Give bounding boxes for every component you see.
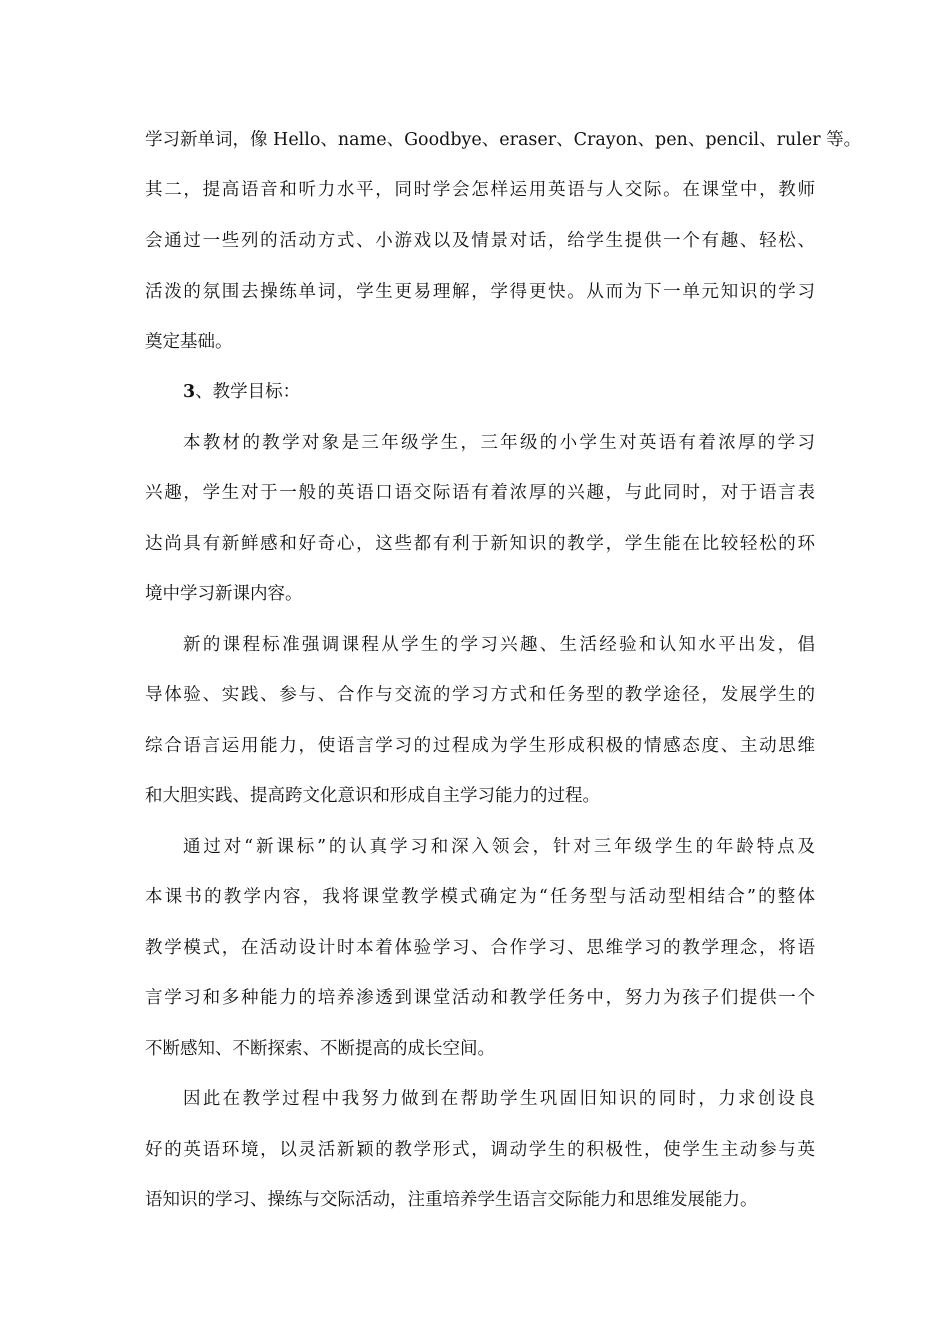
paragraph-line: 不断感知、不断探索、不断提高的成长空间。 — [145, 1039, 495, 1059]
paragraph-line: 奠定基础。 — [145, 332, 233, 352]
paragraph-line: 活泼的氛围去操练单词，学生更易理解，学得更快。从而为下一单元知识的学习 — [145, 282, 815, 302]
paragraph-line: 新的课程标准强调课程从学生的学习兴趣、生活经验和认知水平出发，倡 — [183, 635, 815, 655]
paragraph-line: 因此在教学过程中我努力做到在帮助学生巩固旧知识的同时，力求创设良 — [183, 1089, 815, 1109]
paragraph-line: 会通过一些列的活动方式、小游戏以及情景对话，给学生提供一个有趣、轻松、 — [145, 231, 815, 251]
paragraph-line: 通过对“新课标”的认真学习和深入领会，针对三年级学生的年龄特点及 — [183, 837, 815, 857]
paragraph-line: 兴趣，学生对于一般的英语口语交际语有着浓厚的兴趣，与此同时，对于语言表 — [145, 483, 815, 503]
section-heading — [183, 379, 815, 405]
paragraph-line: 语知识的学习、操练与交际活动，注重培养学生语言交际能力和思维发展能力。 — [145, 1190, 758, 1210]
paragraph-line: 教学模式，在活动设计时本着体验学习、合作学习、思维学习的教学理念，将语 — [145, 938, 815, 958]
paragraph-line: 和大胆实践、提高跨文化意识和形成自主学习能力的过程。 — [145, 786, 600, 806]
section-title: 、教学目标： — [195, 382, 301, 402]
paragraph-line: 其二，提高语音和听力水平，同时学会怎样运用英语与人交际。在课堂中，教师 — [145, 180, 815, 200]
paragraph-line: 学习新单词，像 Hello、name、Goodbye、eraser、Crayon、pen、pencil、ruler 等。 — [145, 130, 862, 150]
section-number: 3 — [183, 382, 196, 402]
paragraph-line: 好的英语环境，以灵活新颖的教学形式，调动学生的积极性，使学生主动参与英 — [145, 1140, 815, 1160]
paragraph-line: 本教材的教学对象是三年级学生，三年级的小学生对英语有着浓厚的学习 — [183, 433, 815, 453]
paragraph-line: 本课书的教学内容，我将课堂教学模式确定为“任务型与活动型相结合”的整体 — [145, 887, 815, 907]
paragraph-line: 导体验、实践、参与、合作与交流的学习方式和任务型的教学途径，发展学生的 — [145, 685, 815, 705]
paragraph-line: 达尚具有新鲜感和好奇心，这些都有利于新知识的教学，学生能在比较轻松的环 — [145, 534, 815, 554]
paragraph-line: 综合语言运用能力，使语言学习的过程成为学生形成积极的情感态度、主动思维 — [145, 736, 815, 756]
paragraph-line: 境中学习新课内容。 — [145, 584, 303, 604]
paragraph-line: 言学习和多种能力的培养渗透到课堂活动和教学任务中，努力为孩子们提供一个 — [145, 988, 815, 1008]
